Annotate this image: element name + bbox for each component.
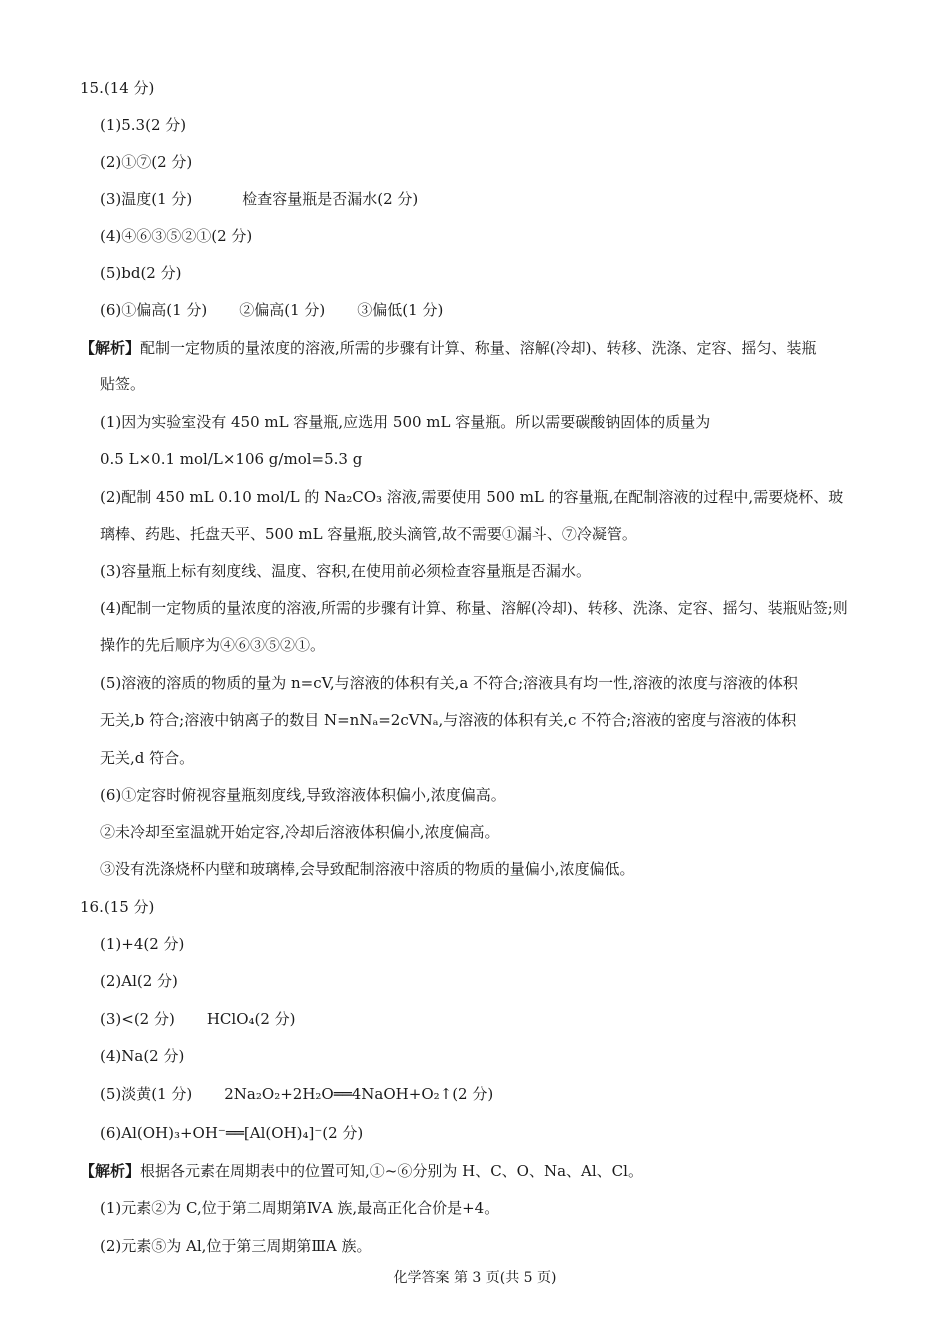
q15-analysis-4: 0.5 L×0.1 mol/L×106 g/mol=5.3 g [100, 450, 363, 468]
q16-answer-3a: (3)<(2 分) [100, 1010, 175, 1028]
q16-answer-2: (2)Al(2 分) [100, 972, 178, 990]
q15-answer-5: (5)bd(2 分) [100, 264, 182, 282]
q16-header: 16.(15 分) [80, 898, 155, 916]
q16-answer-6: (6)Al(OH)₃+OH⁻══[Al(OH)₄]⁻(2 分) [100, 1124, 364, 1142]
q15-analysis-13: (6)①定容时俯视容量瓶刻度线,导致溶液体积偏小,浓度偏高。 [100, 786, 506, 804]
q15-analysis-label: 【解析】 [80, 339, 141, 357]
q15-answer-3b: 检查容量瓶是否漏水(2 分) [242, 190, 419, 208]
page-footer: 化学答案 第 3 页(共 5 页) [393, 1270, 557, 1286]
q15-analysis-1: 【解析】配制一定物质的量浓度的溶液,所需的步骤有计算、称量、溶解(冷却)、转移、洗涤、定容、摇匀、装瓶 [80, 339, 817, 357]
q16-analysis-3: (2)元素⑤为 Al,位于第三周期第ⅢA 族。 [100, 1237, 372, 1255]
q15-answer-3a: (3)温度(1 分) [100, 190, 193, 208]
q16-analysis-2: (1)元素②为 C,位于第二周期第ⅣA 族,最高正化合价是+4。 [100, 1199, 500, 1217]
q15-analysis-6: 璃棒、药匙、托盘天平、500 mL 容量瓶,胶头滴管,故不需要①漏斗、⑦冷凝管。 [100, 525, 637, 543]
q15-analysis-7: (3)容量瓶上标有刻度线、温度、容积,在使用前必须检查容量瓶是否漏水。 [100, 562, 592, 580]
q15-analysis-11: 无关,b 符合;溶液中钠离子的数目 N=nNₐ=2cVNₐ,与溶液的体积有关,c 不符合;溶液的密度与溶液的体积 [100, 711, 797, 729]
q15-analysis-2: 贴签。 [100, 375, 146, 393]
q15-analysis-15: ③没有洗涤烧杯内壁和玻璃棒,会导致配制溶液中溶质的物质的量偏小,浓度偏低。 [100, 860, 635, 878]
q16-answer-3b: HClO₄(2 分) [206, 1010, 296, 1028]
q15-analysis-5: (2)配制 450 mL 0.10 mol/L 的 Na₂CO₃ 溶液,需要使用 500 mL 的容量瓶,在配制溶液的过程中,需要烧杯、玻 [100, 488, 844, 506]
q16-answer-3 [100, 1009, 296, 1029]
q16-analysis-1: 【解析】根据各元素在周期表中的位置可知,①~⑥分别为 H、C、O、Na、Al、Cl。 [80, 1162, 643, 1180]
q15-answer-6a: (6)①偏高(1 分) [100, 301, 208, 319]
q15-answer-2: (2)①⑦(2 分) [100, 153, 193, 171]
q15-answer-6c: ③偏低(1 分) [357, 301, 444, 319]
q16-answer-5a: (5)淡黄(1 分) [100, 1085, 193, 1103]
q15-analysis-3: (1)因为实验室没有 450 mL 容量瓶,应选用 500 mL 容量瓶。所以需要碳酸钠固体的质量为 [100, 413, 711, 431]
q15-answer-4: (4)④⑥③⑤②①(2 分) [100, 227, 253, 245]
q15-header: 15.(14 分) [80, 79, 155, 97]
q15-answer-6b: ②偏高(1 分) [239, 301, 326, 319]
q15-analysis-8: (4)配制一定物质的量浓度的溶液,所需的步骤有计算、称量、溶解(冷却)、转移、洗涤、定容、摇匀、装瓶贴签;则 [100, 599, 848, 617]
q15-analysis-12: 无关,d 符合。 [100, 749, 195, 767]
q16-answer-5 [100, 1084, 493, 1104]
q15-analysis-14: ②未冷却至室温就开始定容,冷却后溶液体积偏小,浓度偏高。 [100, 823, 500, 841]
q16-answer-4: (4)Na(2 分) [100, 1047, 185, 1065]
q16-answer-1: (1)+4(2 分) [100, 935, 185, 953]
q16-answer-5b: 2Na₂O₂+2H₂O══4NaOH+O₂↑(2 分) [224, 1085, 494, 1103]
q15-analysis-9: 操作的先后顺序为④⑥③⑤②①。 [100, 636, 326, 654]
q15-answer-6 [100, 300, 443, 320]
q16-analysis-label: 【解析】 [80, 1162, 141, 1180]
q15-answer-1: (1)5.3(2 分) [100, 116, 187, 134]
q15-answer-3 [100, 189, 418, 209]
q15-analysis-10: (5)溶液的溶质的物质的量为 n=cV,与溶液的体积有关,a 不符合;溶液具有均一性,溶液的浓度与溶液的体积 [100, 674, 798, 692]
